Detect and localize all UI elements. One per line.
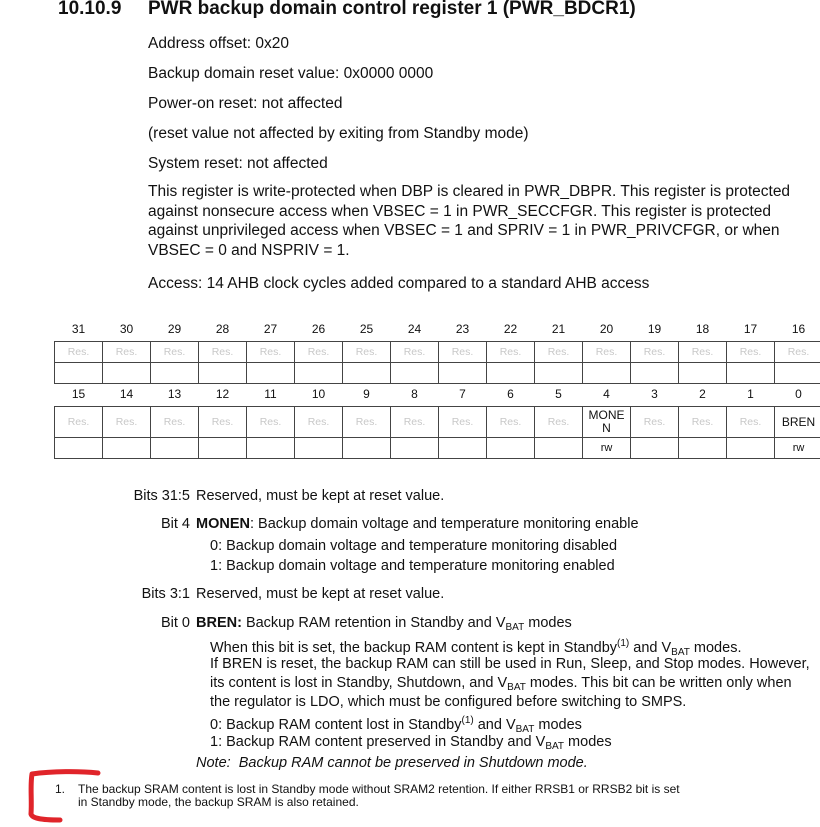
bit0-line1-mid: and V [629, 640, 672, 656]
bit0-value1-text: 1: Backup RAM content preserved in Standby and V [210, 734, 546, 750]
bit-number: 9 [363, 386, 370, 401]
note-text: Backup RAM cannot be preserved in Shutdown mode. [238, 755, 588, 771]
footnote-line1: The backup SRAM content is lost in Standby mode without SRAM2 retention. If either RRSB1 or RRSB2 bit is set [78, 782, 680, 796]
field-cell-reserved: Res. [631, 342, 679, 363]
field-cell-reserved: Res. [679, 407, 727, 438]
bit0-line3-text: its content is lost in Standby, Shutdown, and V [210, 675, 508, 691]
vbat-subscript: BAT [507, 682, 526, 693]
access-paragraph: Access: 14 AHB clock cycles added compared to a standard AHB access [148, 275, 650, 292]
bit-number: 12 [215, 386, 230, 401]
bit-number: 25 [359, 321, 374, 336]
field-cell-reserved: Res. [247, 407, 295, 438]
power-on-reset: Power-on reset: not affected [148, 95, 343, 112]
field-cell-reserved: Res. [343, 342, 391, 363]
bit0-line2: If BREN is reset, the backup RAM can still be used in Run, Sleep, and Stop modes. However, [210, 656, 810, 672]
bit4-value0: 0: Backup domain voltage and temperature monitoring disabled [210, 538, 618, 554]
protection-paragraph: This register is write-protected when DBP is cleared in PWR_DBPR. This register is protected against nonsecure access when VBSEC = 1 in PWR_SECCFGR. This register is protected against unprivileged access when VBSEC = 1 and SPRIV = 1 in PWR_PRIVCFGR, or when VBSEC = 0 and NSPRIV = 1. [148, 183, 791, 260]
bit-number: 4 [603, 386, 610, 401]
bit-number: 6 [507, 386, 514, 401]
bit-number: 21 [551, 321, 566, 336]
note-label: Note: [196, 755, 231, 771]
bit-number: 29 [167, 321, 182, 336]
field-cell-reserved: Res. [295, 407, 343, 438]
field-cell-reserved: Res. [487, 342, 535, 363]
field-cell-reserved: Res. [679, 342, 727, 363]
footnote-marker: 1. [55, 782, 66, 796]
field-cell-reserved: Res. [391, 342, 439, 363]
field-cell-reserved: Res. [103, 407, 151, 438]
bits31-5-text: Reserved, must be kept at reset value. [196, 488, 445, 504]
bit0-value0-mid: and V [473, 717, 516, 733]
standby-note: (reset value not affected by exiting from Standby mode) [148, 125, 529, 142]
bit-number: 19 [647, 321, 662, 336]
field-cell-reserved: Res. [151, 407, 199, 438]
vbat-subscript: BAT [545, 741, 565, 752]
field-cell-reserved: Res. [391, 407, 439, 438]
bit-number: 22 [503, 321, 518, 336]
field-cell-reserved: Res. [199, 342, 247, 363]
field-cell-reserved: Res. [535, 342, 583, 363]
bits3-1-label: Bits 3:1 [141, 586, 190, 602]
section-title: PWR backup domain control register 1 (PWR_BDCR1) [148, 0, 636, 19]
address-offset: Address offset: 0x20 [148, 35, 290, 52]
bit-number: 26 [311, 321, 326, 336]
bit4-value1: 1: Backup domain voltage and temperature monitoring enabled [210, 558, 615, 574]
bit-number: 23 [455, 321, 470, 336]
bits3-1-text: Reserved, must be kept at reset value. [196, 586, 445, 602]
bit-number: 18 [695, 321, 710, 336]
field-cell-reserved: Res. [55, 407, 103, 438]
field-cell-bren: BREN [775, 407, 820, 438]
bit-number: 28 [215, 321, 230, 336]
bit0-value1-tail: modes [564, 734, 612, 750]
bit-number: 24 [407, 321, 422, 336]
field-cell-reserved: Res. [199, 407, 247, 438]
bit-number: 16 [791, 321, 806, 336]
system-reset: System reset: not affected [148, 155, 328, 172]
field-cell-reserved: Res. [439, 342, 487, 363]
bit-number: 7 [459, 386, 466, 401]
bit-number: 10 [311, 386, 326, 401]
bits31-5-label: Bits 31:5 [133, 488, 190, 504]
field-cell-reserved: Res. [103, 342, 151, 363]
field-cell-reserved: Res. [487, 407, 535, 438]
bit-number: 2 [699, 386, 706, 401]
field-cell-reserved: Res. [295, 342, 343, 363]
field-cell-reserved: Res. [439, 407, 487, 438]
field-cell-reserved: Res. [775, 342, 820, 363]
bit0-line1-text: When this bit is set, the backup RAM content is kept in Standby [210, 640, 618, 656]
bit4-name: MONEN [196, 516, 250, 532]
field-cell-reserved: Res. [535, 407, 583, 438]
section-number: 10.10.9 [58, 0, 122, 19]
bit-number: 5 [555, 386, 562, 401]
bit-number: 11 [264, 386, 277, 401]
vbat-subscript: BAT [515, 724, 535, 735]
bit0-value0-text: 0: Backup RAM content lost in Standby [210, 717, 462, 733]
bit0-title-tail: modes [524, 615, 572, 631]
footnote-ref: (1) [461, 715, 474, 726]
field-cell-reserved: Res. [583, 342, 631, 363]
footnote-ref: (1) [617, 638, 630, 649]
bit-number: 20 [599, 321, 614, 336]
vbat-subscript: BAT [505, 622, 525, 633]
field-cell-reserved: Res. [727, 407, 775, 438]
bit0-name: BREN: [196, 615, 242, 631]
access-cell-monen: rw [583, 438, 631, 459]
bit-number: 15 [71, 386, 86, 401]
field-cell-reserved: Res. [55, 342, 103, 363]
field-cell-monen: MONEN [583, 407, 631, 438]
bit0-line1-tail: modes. [689, 640, 742, 656]
bit0-line3-tail: modes. This bit can be written only when [525, 675, 792, 691]
access-cell-bren: rw [775, 438, 820, 459]
field-cell-reserved: Res. [631, 407, 679, 438]
bit0-value0-tail: modes [534, 717, 582, 733]
bit4-desc: : Backup domain voltage and temperature monitoring enable [249, 516, 639, 532]
bit4-label: Bit 4 [160, 516, 190, 532]
field-cell-reserved: Res. [247, 342, 295, 363]
backup-reset-value: Backup domain reset value: 0x0000 0000 [148, 65, 434, 82]
bit-number: 14 [119, 386, 134, 401]
footnote-line2: in Standby mode, the backup SRAM is also retained. [78, 795, 359, 809]
bit-number: 13 [167, 386, 182, 401]
field-cell-reserved: Res. [727, 342, 775, 363]
field-cell-reserved: Res. [343, 407, 391, 438]
vbat-subscript: BAT [671, 647, 690, 658]
bit-number: 1 [747, 386, 754, 401]
bit-number: 31 [71, 321, 86, 336]
bit0-title-text: Backup RAM retention in Standby and V [241, 615, 506, 631]
bit-number: 27 [263, 321, 278, 336]
field-cell-reserved: Res. [151, 342, 199, 363]
bit-number: 3 [651, 386, 658, 401]
bit0-label: Bit 0 [160, 615, 190, 631]
bit-number: 0 [795, 386, 802, 401]
bit-number: 30 [119, 321, 134, 336]
bit0-line4: the regulator is LDO, which must be configured before switching to SMPS. [210, 694, 687, 710]
bit-number: 17 [743, 321, 758, 336]
bit-number: 8 [411, 386, 418, 401]
